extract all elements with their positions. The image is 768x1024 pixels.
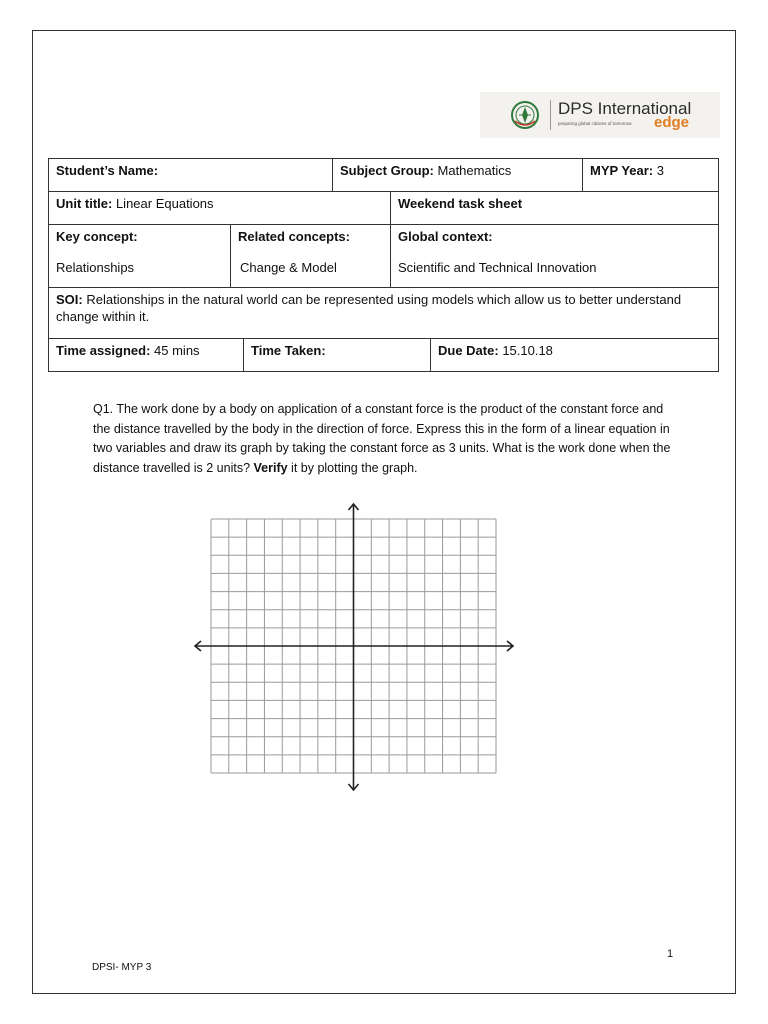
question-verify-bold: Verify — [253, 460, 288, 475]
key-concept-label: Key concept: — [56, 229, 138, 244]
info-table — [48, 158, 719, 372]
due-date-label: Due Date: — [438, 343, 499, 358]
unit-title-value: Linear Equations — [115, 196, 214, 211]
soi-label: SOI: — [56, 292, 83, 307]
subject-group-label: Subject Group: — [340, 163, 434, 178]
question-text: Q1. The work done by a body on application of a constant force is the product of the constant force and the distance travelled by the body in the direction of force. Express this in the form of a linear equation in two variables and draw its graph by taking the constant force as 3 units. What is the work done when the distance travelled is 2 units? — [93, 402, 671, 475]
logo-separator — [550, 100, 551, 130]
time-assigned-value: 45 mins — [154, 343, 200, 358]
subject-group-value: Mathematics — [437, 163, 512, 178]
time-taken-label: Time Taken: — [251, 343, 326, 358]
related-concepts-value: Change & Model — [240, 260, 337, 275]
subject-group-cell — [332, 158, 583, 192]
footer-label: DPSI- MYP 3 — [92, 962, 152, 973]
time-assigned-label: Time assigned: — [56, 343, 151, 358]
weekend-task-cell — [390, 191, 719, 225]
coordinate-grid[interactable] — [190, 500, 520, 796]
global-context-cell — [390, 224, 719, 288]
weekend-task-label: Weekend task sheet — [398, 196, 523, 211]
due-date-value: 15.10.18 — [502, 343, 553, 358]
related-concepts-cell — [230, 224, 391, 288]
school-logo — [480, 92, 720, 138]
key-concept-value: Relationships — [56, 260, 135, 275]
myp-year-label: MYP Year: — [590, 163, 654, 178]
time-taken-cell[interactable] — [243, 338, 431, 372]
logo-edge: edge — [654, 114, 690, 131]
logo-tagline: preparing global citizens of tomorrow — [558, 121, 632, 126]
myp-year-cell — [582, 158, 719, 192]
global-context-value: Scientific and Technical Innovation — [398, 260, 597, 275]
logo-school-name: DPS International — [558, 99, 692, 118]
global-context-label: Global context: — [398, 229, 493, 244]
question-text-end: it by plotting the graph. — [287, 460, 418, 475]
page-number: 1 — [667, 948, 674, 960]
time-assigned-cell — [48, 338, 244, 372]
related-concepts-label: Related concepts: — [238, 229, 350, 244]
key-concept-cell — [48, 224, 231, 288]
student-name-label: Student’s Name: — [56, 163, 159, 178]
unit-title-label: Unit title: — [56, 196, 113, 211]
soi-value: Relationships in the natural world can be represented using models which allow us to better understand change within it. — [56, 292, 682, 324]
school-emblem-icon — [510, 99, 540, 131]
soi-cell — [48, 287, 719, 339]
due-date-cell — [430, 338, 719, 372]
unit-title-cell — [48, 191, 391, 225]
student-name-cell — [48, 158, 333, 192]
myp-year-value: 3 — [656, 163, 664, 178]
question-1 — [93, 400, 683, 478]
